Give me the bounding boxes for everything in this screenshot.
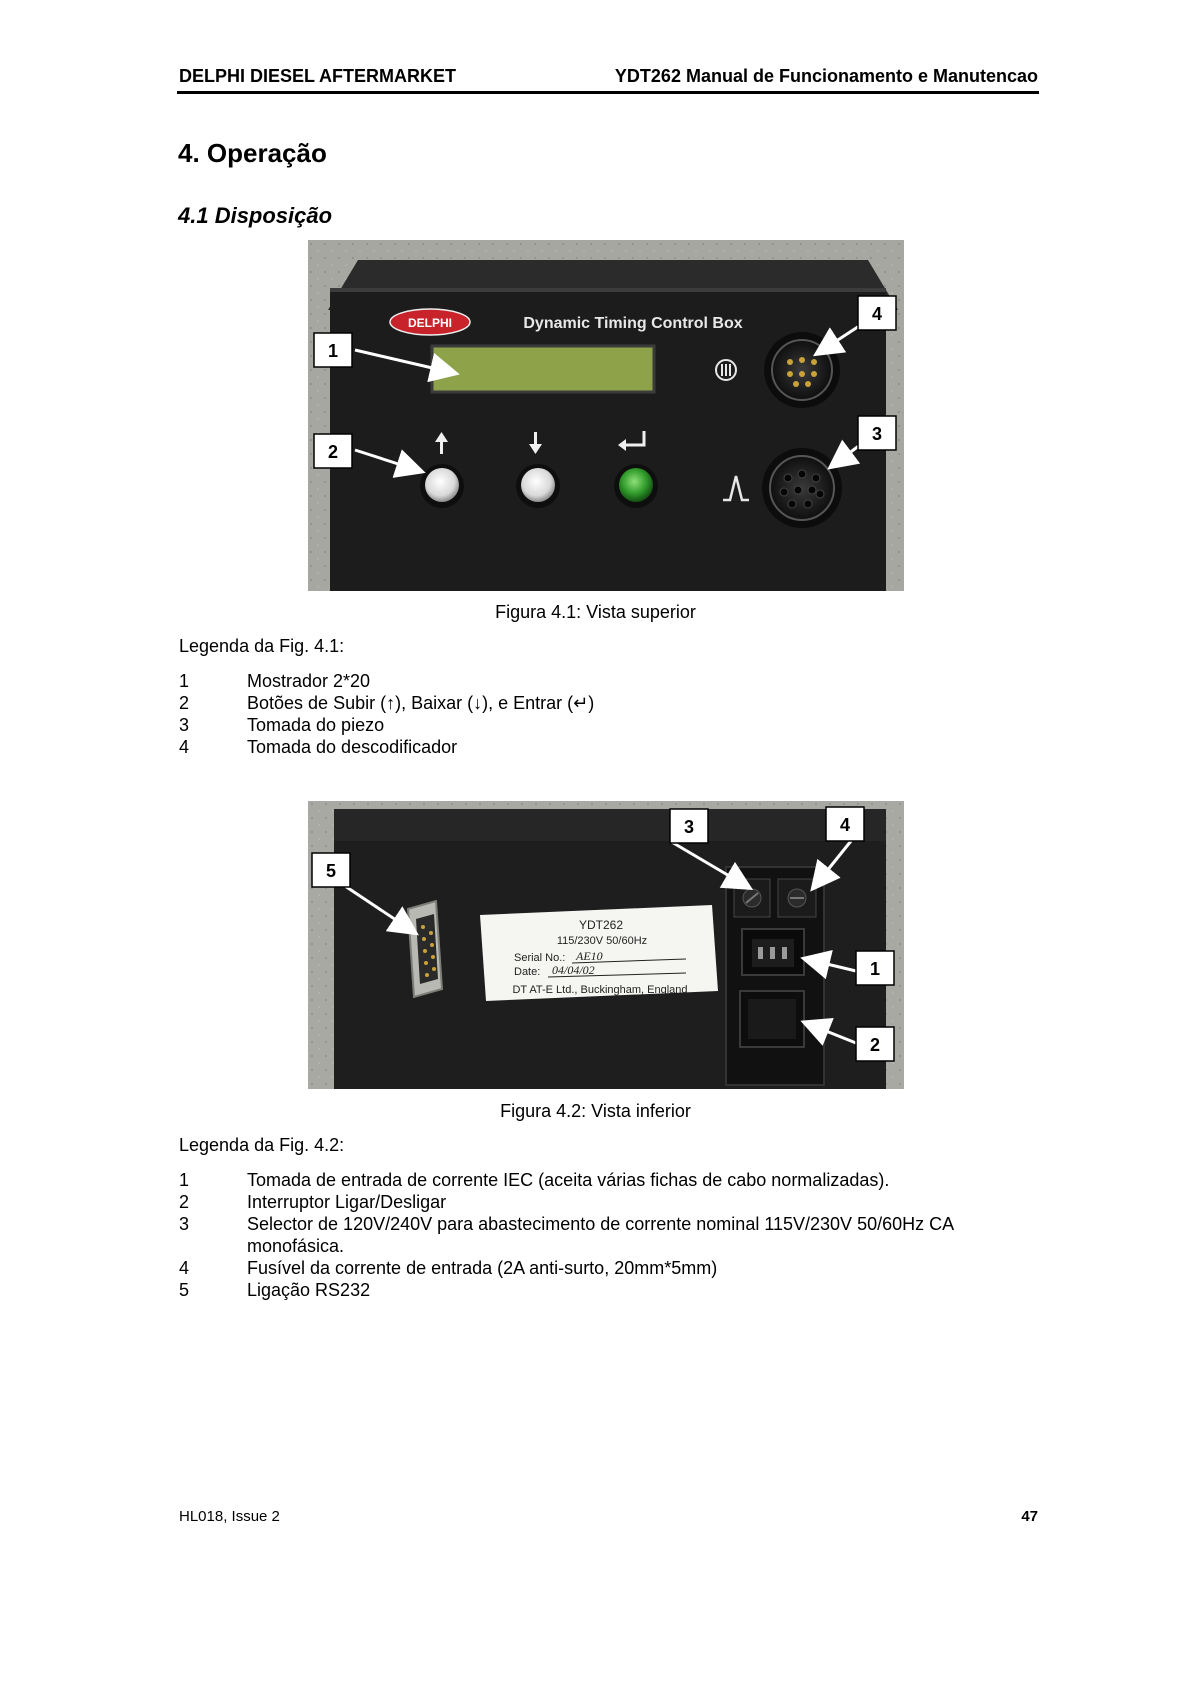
- down-button: [521, 468, 555, 502]
- section-title: 4. Operação: [178, 138, 327, 168]
- header-right: YDT262 Manual de Funcionamento e Manutencao: [614, 66, 1038, 86]
- callout-1: [314, 333, 352, 367]
- figure-4-2-photo: [308, 801, 904, 1089]
- svg-text:Serial No.:: Serial No.:: [514, 952, 566, 964]
- svg-text:3: 3: [683, 817, 695, 837]
- svg-text:2: 2: [327, 442, 339, 462]
- piezo-socket: [762, 448, 842, 528]
- svg-text:Date:: Date:: [514, 966, 541, 978]
- callout-3: [670, 809, 708, 843]
- figure-4-1-caption: Figura 4.1: Vista superior: [495, 602, 696, 622]
- svg-text:115/230V 50/60Hz: 115/230V 50/60Hz: [556, 935, 648, 947]
- legend-2-list: [179, 1169, 1047, 1301]
- svg-text:DT AT-E Ltd., Buckingham, Engl: DT AT-E Ltd., Buckingham, England: [512, 984, 688, 996]
- list-item: 2 Interruptor Ligar/Desligar: [179, 1192, 447, 1212]
- lcd-display: [432, 346, 654, 392]
- legend-1-title: Legenda da Fig. 4.1:: [179, 636, 345, 656]
- svg-text:04/04/02: 04/04/02: [552, 963, 595, 977]
- rs232-connector: [408, 901, 442, 997]
- footer-issue: HL018, Issue 2: [179, 1508, 280, 1525]
- section-subtitle: 4.1 Disposição: [178, 203, 333, 228]
- header-left: DELPHI DIESEL AFTERMARKET: [179, 66, 457, 86]
- svg-text:2: 2: [869, 1035, 881, 1055]
- svg-text:YDT262: YDT262: [578, 918, 624, 932]
- figure-4-2-caption: Figura 4.2: Vista inferior: [500, 1101, 691, 1121]
- list-item: 4 Tomada do descodificador: [179, 737, 458, 757]
- power-module: [726, 867, 824, 1085]
- enter-button: [619, 468, 653, 502]
- rating-label: [480, 905, 718, 1001]
- device-title: Dynamic Timing Control Box: [523, 315, 743, 332]
- callout-4: [826, 807, 864, 841]
- legend-2-title: Legenda da Fig. 4.2:: [179, 1135, 345, 1155]
- svg-text:4: 4: [839, 815, 851, 835]
- callout-5: [312, 853, 350, 887]
- list-item: 3 Tomada do piezo: [179, 715, 385, 735]
- svg-text:3: 3: [871, 424, 883, 444]
- callout-4: [858, 296, 896, 330]
- list-item: 1 Tomada de entrada de corrente IEC (aceita várias fichas de cabo normalizadas).: [179, 1170, 890, 1190]
- callout-2: [856, 1027, 894, 1061]
- svg-text:AE10: AE10: [576, 949, 603, 963]
- decoder-socket: [764, 332, 840, 408]
- logo-text: DELPHI: [407, 316, 453, 330]
- list-item: 3 Selector de 120V/240V para abastecimento de corrente nominal 115V/230V 50/60Hz CA monofásica.: [179, 1214, 954, 1256]
- figure-4-1-photo: [308, 240, 904, 591]
- header-rule: [177, 91, 1039, 94]
- page-number: 47: [1021, 1508, 1038, 1525]
- callout-1: [856, 951, 894, 985]
- svg-text:1: 1: [327, 341, 339, 361]
- list-item: 2 Botões de Subir (↑), Baixar (↓), e Entrar (↵): [179, 693, 595, 713]
- list-item: 5 Ligação RS232: [179, 1280, 371, 1300]
- list-item: 4 Fusível da corrente de entrada (2A anti-surto, 20mm*5mm): [179, 1258, 718, 1278]
- svg-text:4: 4: [871, 304, 883, 324]
- list-item: 1 Mostrador 2*20: [179, 671, 371, 691]
- callout-3: [858, 416, 896, 450]
- legend-1-list: [179, 670, 1047, 758]
- svg-text:5: 5: [325, 861, 337, 881]
- callout-2: [314, 434, 352, 468]
- up-button: [425, 468, 459, 502]
- svg-text:1: 1: [869, 959, 881, 979]
